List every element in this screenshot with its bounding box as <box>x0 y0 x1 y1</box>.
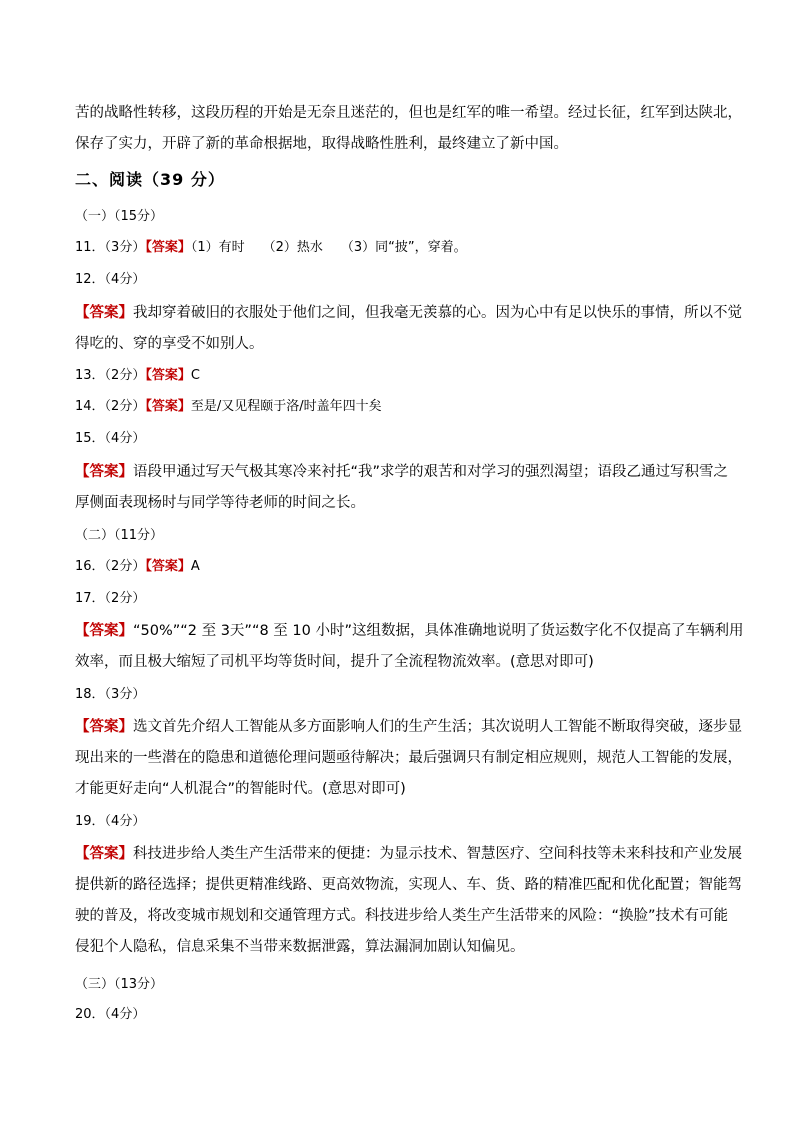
question-18: 18．（3分） <box>75 687 146 702</box>
answer-line: 侵犯个人隐私，信息采集不当带来数据泄露，算法漏洞加剧认知偏见。 <box>75 939 525 955</box>
answer-label: 【答案】 <box>145 399 191 414</box>
answer-text: （3）同“披”，穿着。 <box>340 240 467 255</box>
answer-line <box>75 303 742 323</box>
answer-label: 【答案】 <box>75 305 133 321</box>
question-15: 15．（4分） <box>75 431 146 446</box>
answer-text: “50%”“2 至 3天”“8 至 10 小时”这组数据，具体准确地说明了货运数字化不仅提高了车辆利用 <box>133 623 744 639</box>
answer-line: 才能更好走向“人机混合”的智能时代。(意思对即可) <box>75 781 406 797</box>
answer-label: 【答案】 <box>75 719 133 735</box>
answer-line <box>75 717 742 737</box>
part-heading: （三）（13分） <box>75 977 164 992</box>
answer-line: 得吃的、穿的享受不如别人。 <box>75 336 264 352</box>
answer-label: 【答案】 <box>145 559 191 574</box>
question-11 <box>75 238 467 258</box>
answer-text: 选文首先介绍人工智能从多方面影响人们的生产生活；其次说明人工智能不断取得突破，逐步显 <box>133 719 742 735</box>
answer-line: 驶的普及，将改变城市规划和交通管理方式。科技进步给人类生产生活带来的风险：“换脸”技术有可能 <box>75 908 729 924</box>
question-number: 16．（2分） <box>75 559 146 574</box>
answer-line: 提供新的路径选择；提供更精准线路、更高效物流，实现人、车、货、路的精准匹配和优化配置；智能驾 <box>75 877 742 893</box>
part-heading: （二）（11分） <box>75 528 164 543</box>
answer-label: 【答案】 <box>75 464 133 480</box>
answer-line <box>75 462 728 482</box>
answer-text: A <box>190 559 200 574</box>
answer-label: 【答案】 <box>145 368 191 383</box>
answer-line <box>75 621 743 641</box>
answer-text: （2）热水 <box>262 240 323 255</box>
answer-text: 语段甲通过写天气极其寒冷来衬托“我”求学的艰苦和对学习的强烈渴望；语段乙通过写积雪之 <box>133 464 729 480</box>
question-13 <box>75 366 200 386</box>
answer-text: 科技进步给人类生产生活带来的便捷：为显示技术、智慧医疗、空间科技等未来科技和产业发展 <box>133 846 742 862</box>
part-heading: （一）（15分） <box>75 209 164 224</box>
question-12: 12．（4分） <box>75 272 146 287</box>
answer-text: （1）有时 <box>190 240 245 255</box>
question-19: 19．（4分） <box>75 814 146 829</box>
paragraph-line: 苦的战略性转移，这段历程的开始是无奈且迷茫的，但也是红军的唯一希望。经过长征，红军到达陕北， <box>75 105 742 121</box>
answer-text: C <box>190 368 200 383</box>
question-14 <box>75 397 382 417</box>
answer-line <box>75 844 742 864</box>
question-number: 14．（2分） <box>75 399 146 414</box>
answer-line: 效率，而且极大缩短了司机平均等货时间，提升了全流程物流效率。(意思对即可) <box>75 654 594 670</box>
answer-label: 【答案】 <box>75 623 133 639</box>
question-number: 11．（3分） <box>75 240 146 255</box>
question-20: 20．（4分） <box>75 1007 146 1022</box>
answer-label: 【答案】 <box>145 240 191 255</box>
answer-label: 【答案】 <box>75 846 133 862</box>
question-17: 17．（2分） <box>75 591 146 606</box>
section-title: 二、阅读（39 分） <box>75 170 225 189</box>
question-number: 13．（2分） <box>75 368 146 383</box>
answer-line: 厚侧面表现杨时与同学等待老师的时间之长。 <box>75 495 365 511</box>
answer-text: 我却穿着破旧的衣服处于他们之间，但我毫无羡慕的心。因为心中有足以快乐的事情，所以不觉 <box>133 305 742 321</box>
paragraph-line: 保存了实力，开辟了新的革命根据地，取得战略性胜利，最终建立了新中国。 <box>75 136 568 152</box>
answer-text: 至是/又见程颐于洛/时盖年四十矣 <box>190 399 382 414</box>
question-16 <box>75 557 200 577</box>
answer-line: 现出来的一些潜在的隐患和道德伦理问题亟待解决；最后强调只有制定相应规则，规范人工智能的发展， <box>75 750 742 766</box>
